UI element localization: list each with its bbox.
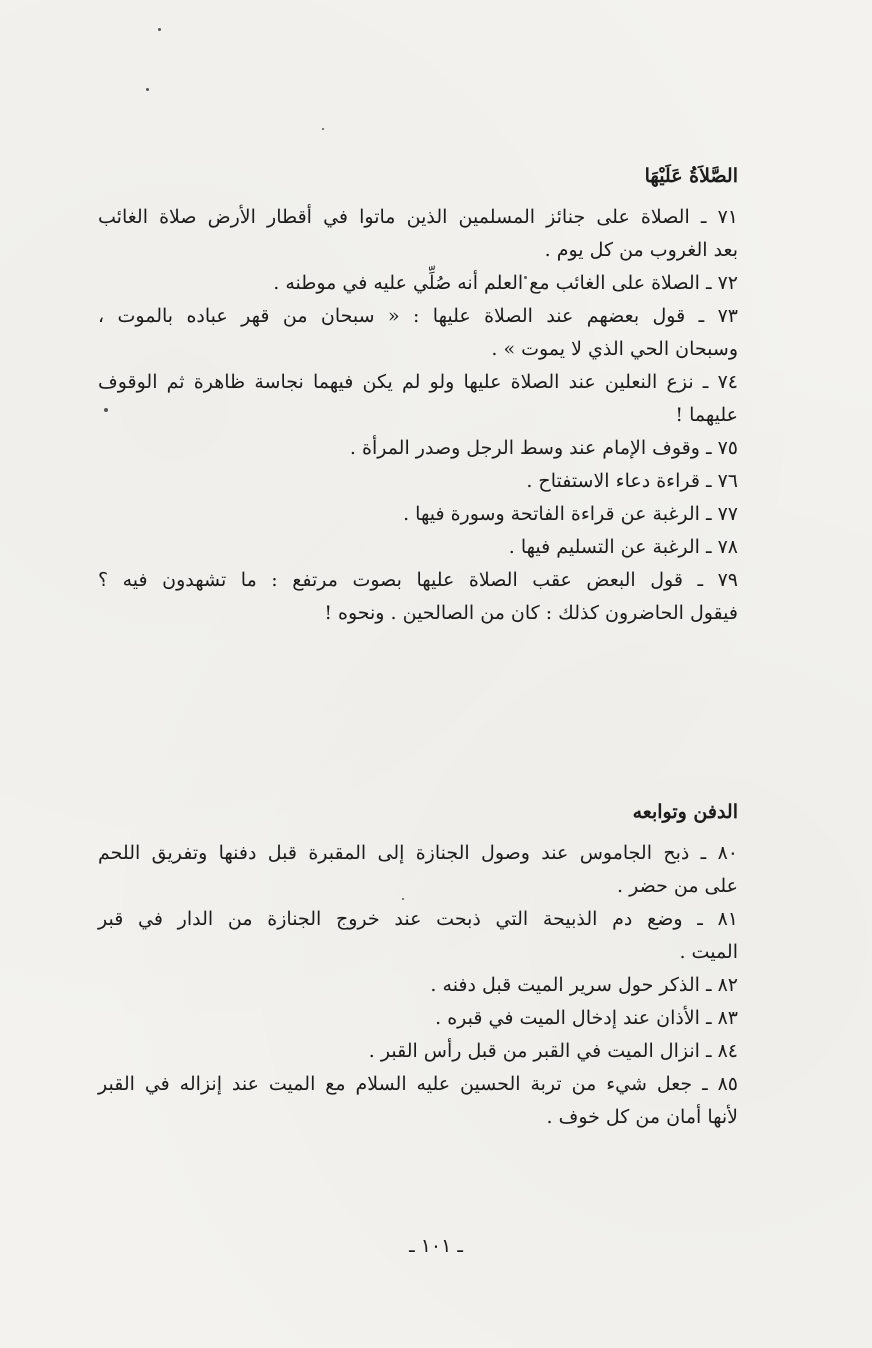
list-item: ٨٠ ـ ذبح الجاموس عند وصول الجنازة إلى المقبرة قبل دفنها وتفريق اللحم [98,842,738,864]
section-prayer [98,160,738,630]
list-item: ٧٤ ـ نزع النعلين عند الصلاة عليها ولو لم يكن فيهما نجاسة ظاهرة ثم الوقوف [98,371,738,393]
scan-speck [158,28,161,31]
list-item-continuation: على من حضر . [617,875,738,897]
list-item: ٨١ ـ وضع دم الذبيحة التي ذبحت عند خروج الجنازة من الدار في قبر [98,908,738,930]
list-item-continuation: فيقول الحاضرون كذلك : كان من الصالحين . ونحوه ! [324,602,738,624]
section-heading: الدفن وتوابعه [632,801,738,823]
list-item: ٧٦ ـ قراءة دعاء الاستفتاح . [526,470,738,492]
list-item-continuation: عليهما ! [675,404,738,426]
list-item: ٧٩ ـ قول البعض عقب الصلاة عليها بصوت مرتفع : ما تشهدون فيه ؟ [98,569,738,591]
list-item: ٨٥ ـ جعل شيء من تربة الحسين عليه السلام مع الميت عند إنزاله في القبر [98,1073,738,1095]
list-item: ٧٨ ـ الرغبة عن التسليم فيها . [508,536,738,558]
list-item: ٨٢ ـ الذكر حول سرير الميت قبل دفنه . [430,974,738,996]
list-item: ٧٥ ـ وقوف الإمام عند وسط الرجل وصدر المرأة . [349,437,738,459]
list-item: ٧١ ـ الصلاة على جنائز المسلمين الذين ماتوا في أقطار الأرض صلاة الغائب [98,206,738,228]
list-item-continuation: الميت . [679,941,738,963]
list-item-continuation: بعد الغروب من كل يوم . [544,239,738,261]
list-item: ٨٤ ـ انزال الميت في القبر من قبل رأس القبر . [368,1040,738,1062]
section-heading: الصَّلاَةُ عَلَيْهَا [644,165,738,187]
section-burial [98,796,738,1134]
list-item-continuation: وسبحان الحي الذي لا يموت » . [491,338,738,360]
list-item: ٨٣ ـ الأذان عند إدخال الميت في قبره . [435,1007,738,1029]
list-item: ٧٢ ـ الصلاة على الغائب مع العلم أنه صُلِّي عليه في موطنه . [273,272,738,294]
list-item-continuation: لأنها أمان من كل خوف . [546,1106,738,1128]
list-item: ٧٧ ـ الرغبة عن قراءة الفاتحة وسورة فيها . [403,503,738,525]
scan-speck [322,128,324,130]
scan-speck [146,88,149,91]
list-item: ٧٣ ـ قول بعضهم عند الصلاة عليها : « سبحان من قهر عباده بالموت ، [98,305,738,327]
page-number: ـ ١٠١ ـ [409,1235,463,1257]
